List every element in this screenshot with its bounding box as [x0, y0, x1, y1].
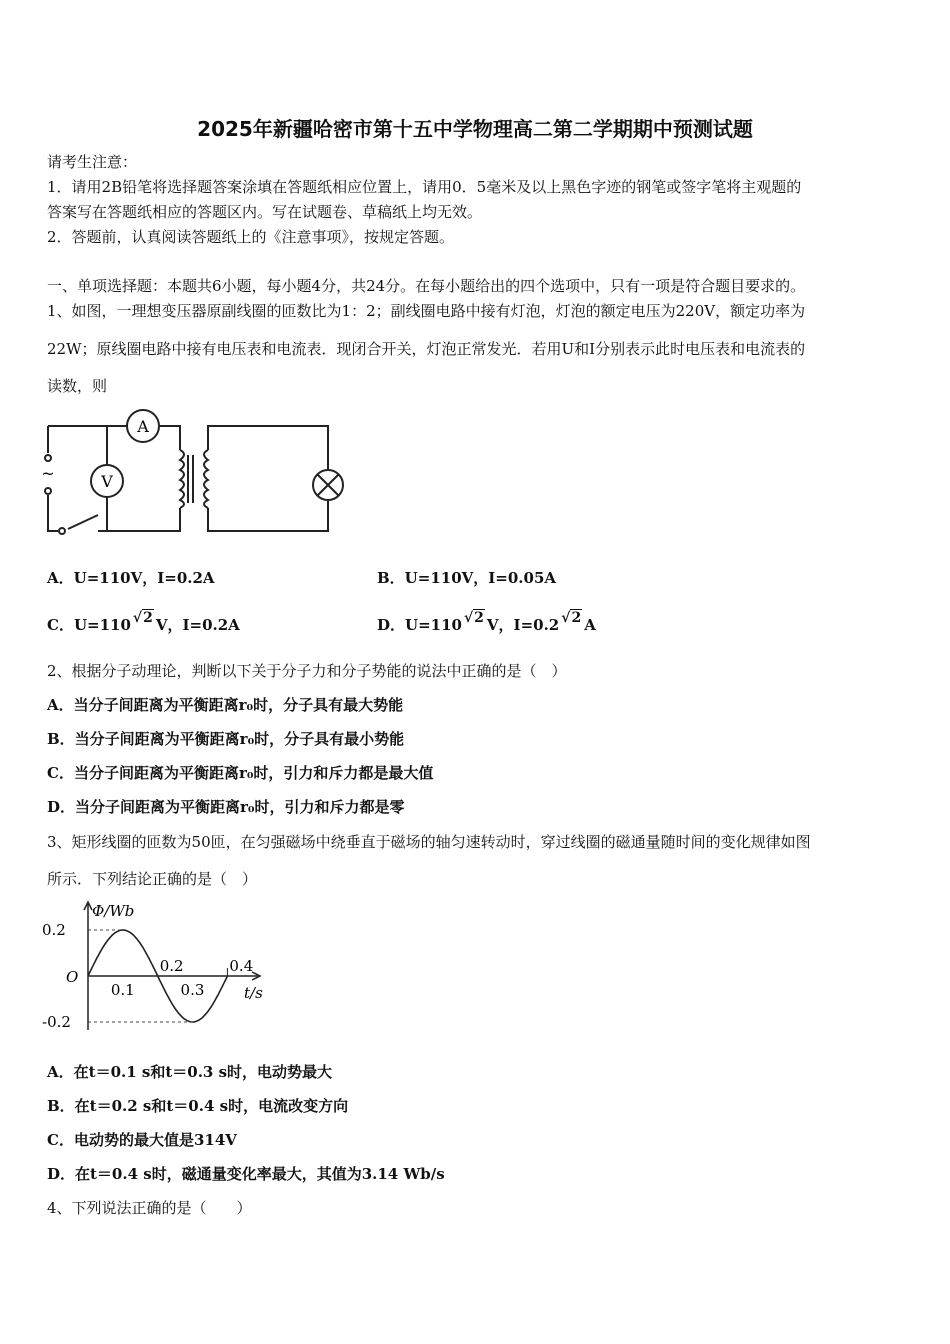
flux-time-chart — [40, 898, 280, 1038]
q2-option-d: D．当分子间距离为平衡距离r₀时，引力和斥力都是零 — [47, 798, 405, 816]
x-tick-label: 0.1 — [110, 981, 135, 999]
q1-option-c-pre: C．U=110 — [47, 616, 131, 634]
voltmeter-label: V — [101, 472, 113, 491]
origin-label: O — [66, 968, 79, 986]
q3-stem-line-2: 所示．下列结论正确的是（ ） — [47, 870, 258, 888]
q1-stem-line-2: 22W；原线圈电路中接有电压表和电流表．现闭合开关，灯泡正常发光．若用U和I分别表示此时电压表和电流表的 — [47, 340, 806, 358]
x-tick-label: 0.2 — [159, 957, 184, 975]
q3-option-d: D．在t＝0.4 s时，磁通量变化率最大，其值为3.14 Wb/s — [47, 1165, 445, 1183]
sqrt-symbol: √2 — [561, 610, 582, 626]
q1-option-c-radicand: 2 — [143, 610, 153, 626]
q1-option-d — [377, 610, 596, 636]
q3-stem-line-1: 3、矩形线圈的匝数为50匝，在匀强磁场中绕垂直于磁场的轴匀速转动时，穿过线圈的磁通量随时间的变化规律如图 — [47, 833, 811, 851]
notice-line-1b: 答案写在答题纸相应的答题区内。写在试题卷、草稿纸上均无效。 — [47, 203, 483, 221]
q1-stem-line-3: 读数，则 — [47, 377, 108, 395]
notice-line-1a: 1．请用2B铅笔将选择题答案涂填在答题纸相应位置上，请用0．5毫米及以上黑色字迹的钢笔或签字笔将主观题的 — [47, 178, 802, 196]
q3-option-a: A．在t＝0.1 s和t＝0.3 s时，电动势最大 — [47, 1063, 333, 1081]
q1-option-d-post: A — [584, 616, 596, 634]
y-axis-label: Φ/Wb — [92, 902, 135, 920]
q4-stem: 4、下列说法正确的是（ ） — [47, 1199, 252, 1217]
transformer-circuit-figure — [40, 403, 350, 543]
q1-option-d-radicand-2: 2 — [571, 610, 582, 626]
q1-option-d-radicand-1: 2 — [474, 610, 484, 626]
x-axis-label: t/s — [244, 984, 263, 1002]
q2-option-b: B．当分子间距离为平衡距离r₀时，分子具有最小势能 — [47, 730, 405, 748]
sqrt-symbol: √2 — [132, 610, 153, 626]
notice-line-2: 2．答题前，认真阅读答题纸上的《注意事项》，按规定答题。 — [47, 228, 455, 246]
q1-option-d-pre: D．U=110 — [377, 616, 462, 634]
section-heading: 一、单项选择题：本题共6小题，每小题4分，共24分。在每小题给出的四个选项中，只有一项是符合题目要求的。 — [47, 277, 806, 295]
q3-option-c: C．电动势的最大值是314V — [47, 1131, 237, 1149]
q3-option-b: B．在t＝0.2 s和t＝0.4 s时，电流改变方向 — [47, 1097, 349, 1115]
q1-option-c — [47, 610, 240, 636]
page-title: 2025年新疆哈密市第十五中学物理高二第二学期期中预测试题 — [197, 117, 753, 141]
q1-stem-line-1: 1、如图，一理想变压器原副线圈的匝数比为1：2；副线圈电路中接有灯泡，灯泡的额定电压为220V，额定功率为 — [47, 302, 806, 320]
y-tick-label: 0.2 — [42, 921, 66, 939]
q1-option-c-post: V，I=0.2A — [155, 616, 240, 634]
notice-heading: 请考生注意： — [47, 153, 138, 171]
q1-option-b: B．U=110V，I=0.05A — [377, 569, 557, 587]
sqrt-symbol: √2 — [463, 610, 484, 626]
q2-stem: 2、根据分子动理论，判断以下关于分子力和分子势能的说法中正确的是（ ） — [47, 662, 567, 680]
q1-option-a: A．U=110V，I=0.2A — [47, 569, 215, 587]
ammeter-label: A — [137, 417, 149, 436]
q2-option-c: C．当分子间距离为平衡距离r₀时，引力和斥力都是最大值 — [47, 764, 434, 782]
q1-option-d-mid: V，I=0.2 — [486, 616, 560, 634]
y-tick-label: -0.2 — [42, 1013, 71, 1031]
ac-source-symbol: ~ — [41, 464, 55, 483]
x-tick-label: 0.3 — [180, 981, 205, 999]
q2-option-a: A．当分子间距离为平衡距离r₀时，分子具有最大势能 — [47, 696, 404, 714]
x-tick-label: 0.4 — [229, 957, 254, 975]
